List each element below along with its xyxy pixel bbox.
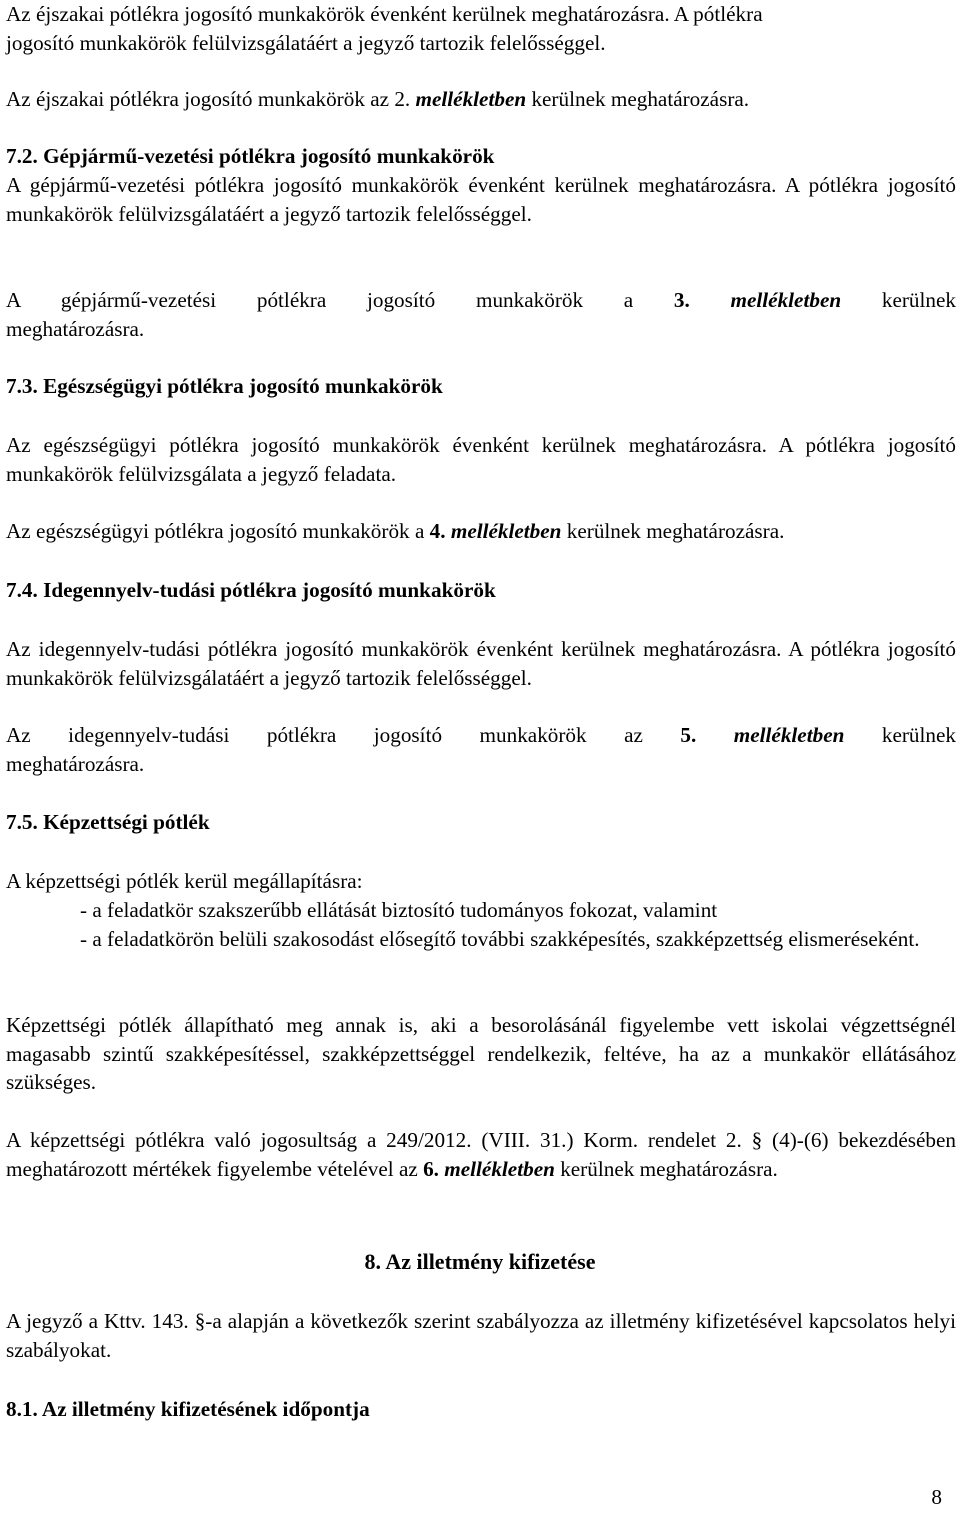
paragraph-health-annex [6, 517, 956, 546]
paragraph-language-annex: Az idegennyelv-tudási pótlékra jogosító munkakörök az 5. mellékletben kerülnek meghatározásra. [6, 723, 956, 776]
text: A képzettségi pótlékra való jogosultság a 249/2012. (VIII. 31.) Korm. rendelet 2. § (4)-(6) bekezdésében meghatározott mértékek figyelembe vételével az [6, 1128, 956, 1181]
heading-8: 8. Az illetmény kifizetése [364, 1249, 596, 1274]
annex-number: 3. [673, 288, 690, 312]
text: A gépjármű-vezetési pótlékra jogosító munkakörök a [6, 288, 674, 312]
paragraph-language-allowance: Az idegennyelv-tudási pótlékra jogosító munkakörök évenként kerülnek meghatározásra. A pótlékra jogosító munkakörök felülvizsgálatáért a jegyző tartozik felelősséggel. [6, 637, 956, 690]
emphasis: mellékletben [450, 519, 562, 543]
paragraph-line: Az éjszakai pótlékra jogosító munkakörök évenként kerülnek meghatározásra. A pótlékra [6, 2, 763, 26]
paragraph-vehicle-annex: A gépjármű-vezetési pótlékra jogosító munkakörök a 3. mellékletben kerülnek meghatározásra. [6, 288, 956, 341]
heading-8-1: 8.1. Az illetmény kifizetésének időpontja [6, 1397, 370, 1421]
text: kerülnek meghatározásra. [554, 1156, 778, 1181]
paragraph-vehicle-allowance: A gépjármű-vezetési pótlékra jogosító munkakörök évenként kerülnek meghatározásra. A pótlékra jogosító munkakörök felülvizsgálatáért a jegyző tartozik felelősséggel. [6, 173, 956, 226]
paragraph-qualification-extra: Képzettségi pótlék állapítható meg annak is, aki a besorolásánál figyelembe vett iskolai végzettségnél magasabb szintű szakképesítéssel, szakképzettséggel rendelkezik, feltéve, ha az a munkakör ellátásához szükséges. [6, 1013, 956, 1094]
list-item: - a feladatkörön belüli szakosodást elősegítő további szakképesítés, szakképzettség elismeréseként. [80, 926, 920, 951]
heading-7-4: 7.4. Idegennyelv-tudási pótlékra jogosító munkakörök [6, 578, 496, 602]
text: kerülnek meghatározásra. [561, 519, 785, 543]
annex-number: 5. [680, 723, 697, 747]
paragraph-night-annex [6, 85, 956, 114]
annex-number: 6. [423, 1156, 439, 1181]
qualification-list [80, 896, 956, 953]
text: Az idegennyelv-tudási pótlékra jogosító munkakörök az [6, 723, 681, 747]
text: kerülnek meghatározásra. [526, 87, 750, 111]
paragraph-night-allowance [6, 0, 956, 57]
list-item: - a feladatkör szakszerűbb ellátását biztosító tudományos fokozat, valamint [80, 898, 718, 922]
page-number: 8 [931, 1484, 942, 1509]
heading-7-3: 7.3. Egészségügyi pótlékra jogosító munkakörök [6, 374, 443, 398]
emphasis: mellékletben [730, 288, 842, 312]
annex-number: 4. [429, 519, 446, 543]
paragraph-qualification-annex [6, 1126, 956, 1183]
paragraph-health-allowance: Az egészségügyi pótlékra jogosító munkakörök évenként kerülnek meghatározásra. A pótlékra jogosító munkakörök felülvizsgálata a jegyző feladata. [6, 433, 956, 486]
paragraph-qualification-intro: A képzettségi pótlék kerül megállapításra: [6, 869, 363, 893]
paragraph-line: jogosító munkakörök felülvizsgálatáért a jegyző tartozik felelősséggel. [6, 30, 606, 55]
emphasis: mellékletben [415, 87, 527, 111]
text: Az egészségügyi pótlékra jogosító munkakörök a [6, 519, 430, 543]
heading-7-2: 7.2. Gépjármű-vezetési pótlékra jogosító munkakörök [6, 144, 495, 168]
text: Az éjszakai pótlékra jogosító munkakörök az 2. [6, 87, 416, 111]
heading-7-5: 7.5. Képzettségi pótlék [6, 810, 210, 834]
emphasis: mellékletben [733, 723, 845, 747]
emphasis: mellékletben [444, 1156, 555, 1181]
paragraph-salary-payment: A jegyző a Kttv. 143. §-a alapján a következők szerint szabályozza az illetmény kifizetésével kapcsolatos helyi szabályokat. [6, 1309, 956, 1362]
